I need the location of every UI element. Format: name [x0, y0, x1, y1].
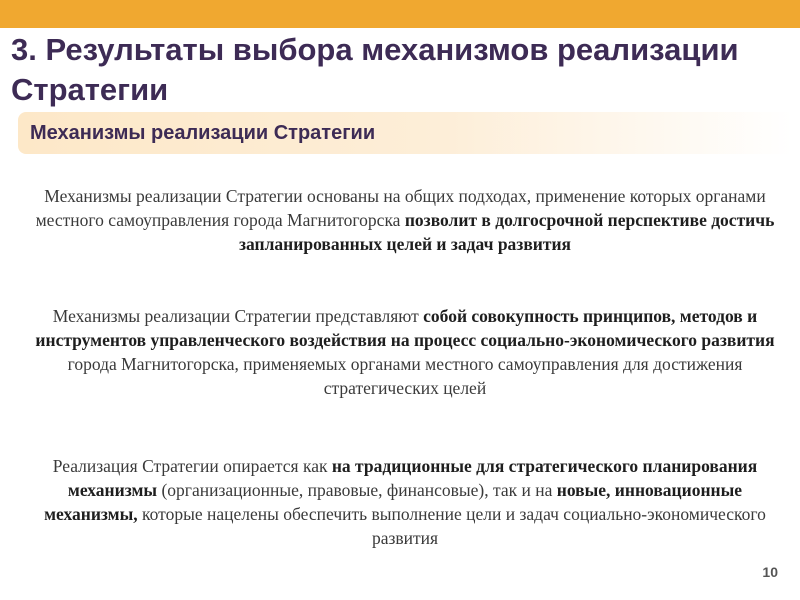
- slide-title-line-2: Стратегии: [11, 72, 169, 107]
- p2-text-1: Механизмы реализации Стратегии представляют: [52, 305, 424, 326]
- p1-text: Механизмы реализации Стратегии основаны на общих подходах, применение которых органами местного самоуправления города Магнитогорска: [35, 185, 766, 230]
- paragraph-implementation: [20, 454, 790, 550]
- p2-bold-text: собой совокупность принципов, методов и инструментов управленческого воздействия на процесс социально-экономического развития: [35, 305, 775, 350]
- section-header: [18, 112, 793, 154]
- p3-text-3: которые нацелены обеспечить выполнение цели и задач социально-экономического развития: [137, 503, 766, 548]
- p3-text-2: (организационные, правовые, финансовые), так и на: [157, 479, 557, 500]
- p2-text-2: города Магнитогорска, применяемых органами местного самоуправления для достижения стратегических целей: [67, 353, 743, 398]
- top-accent-bar: [0, 0, 800, 28]
- p3-bold-text-2: новые, инновационные механизмы,: [44, 479, 743, 524]
- section-header-label: Механизмы реализации Стратегии: [30, 122, 376, 144]
- slide-title-line-1: 3. Результаты выбора механизмов реализации: [11, 32, 739, 67]
- p3-text-1: Реализация Стратегии опирается как: [52, 455, 332, 476]
- page-number: 10: [762, 564, 778, 580]
- p3-bold-text-1: на традиционные для стратегического планирования механизмы: [67, 455, 758, 500]
- paragraph-mechanisms-definition: [20, 304, 790, 400]
- p1-bold-text: позволит в долгосрочной перспективе достичь запланированных целей и задач развития: [238, 209, 775, 254]
- slide-title: [11, 30, 791, 110]
- paragraph-mechanisms-basis: [20, 184, 790, 256]
